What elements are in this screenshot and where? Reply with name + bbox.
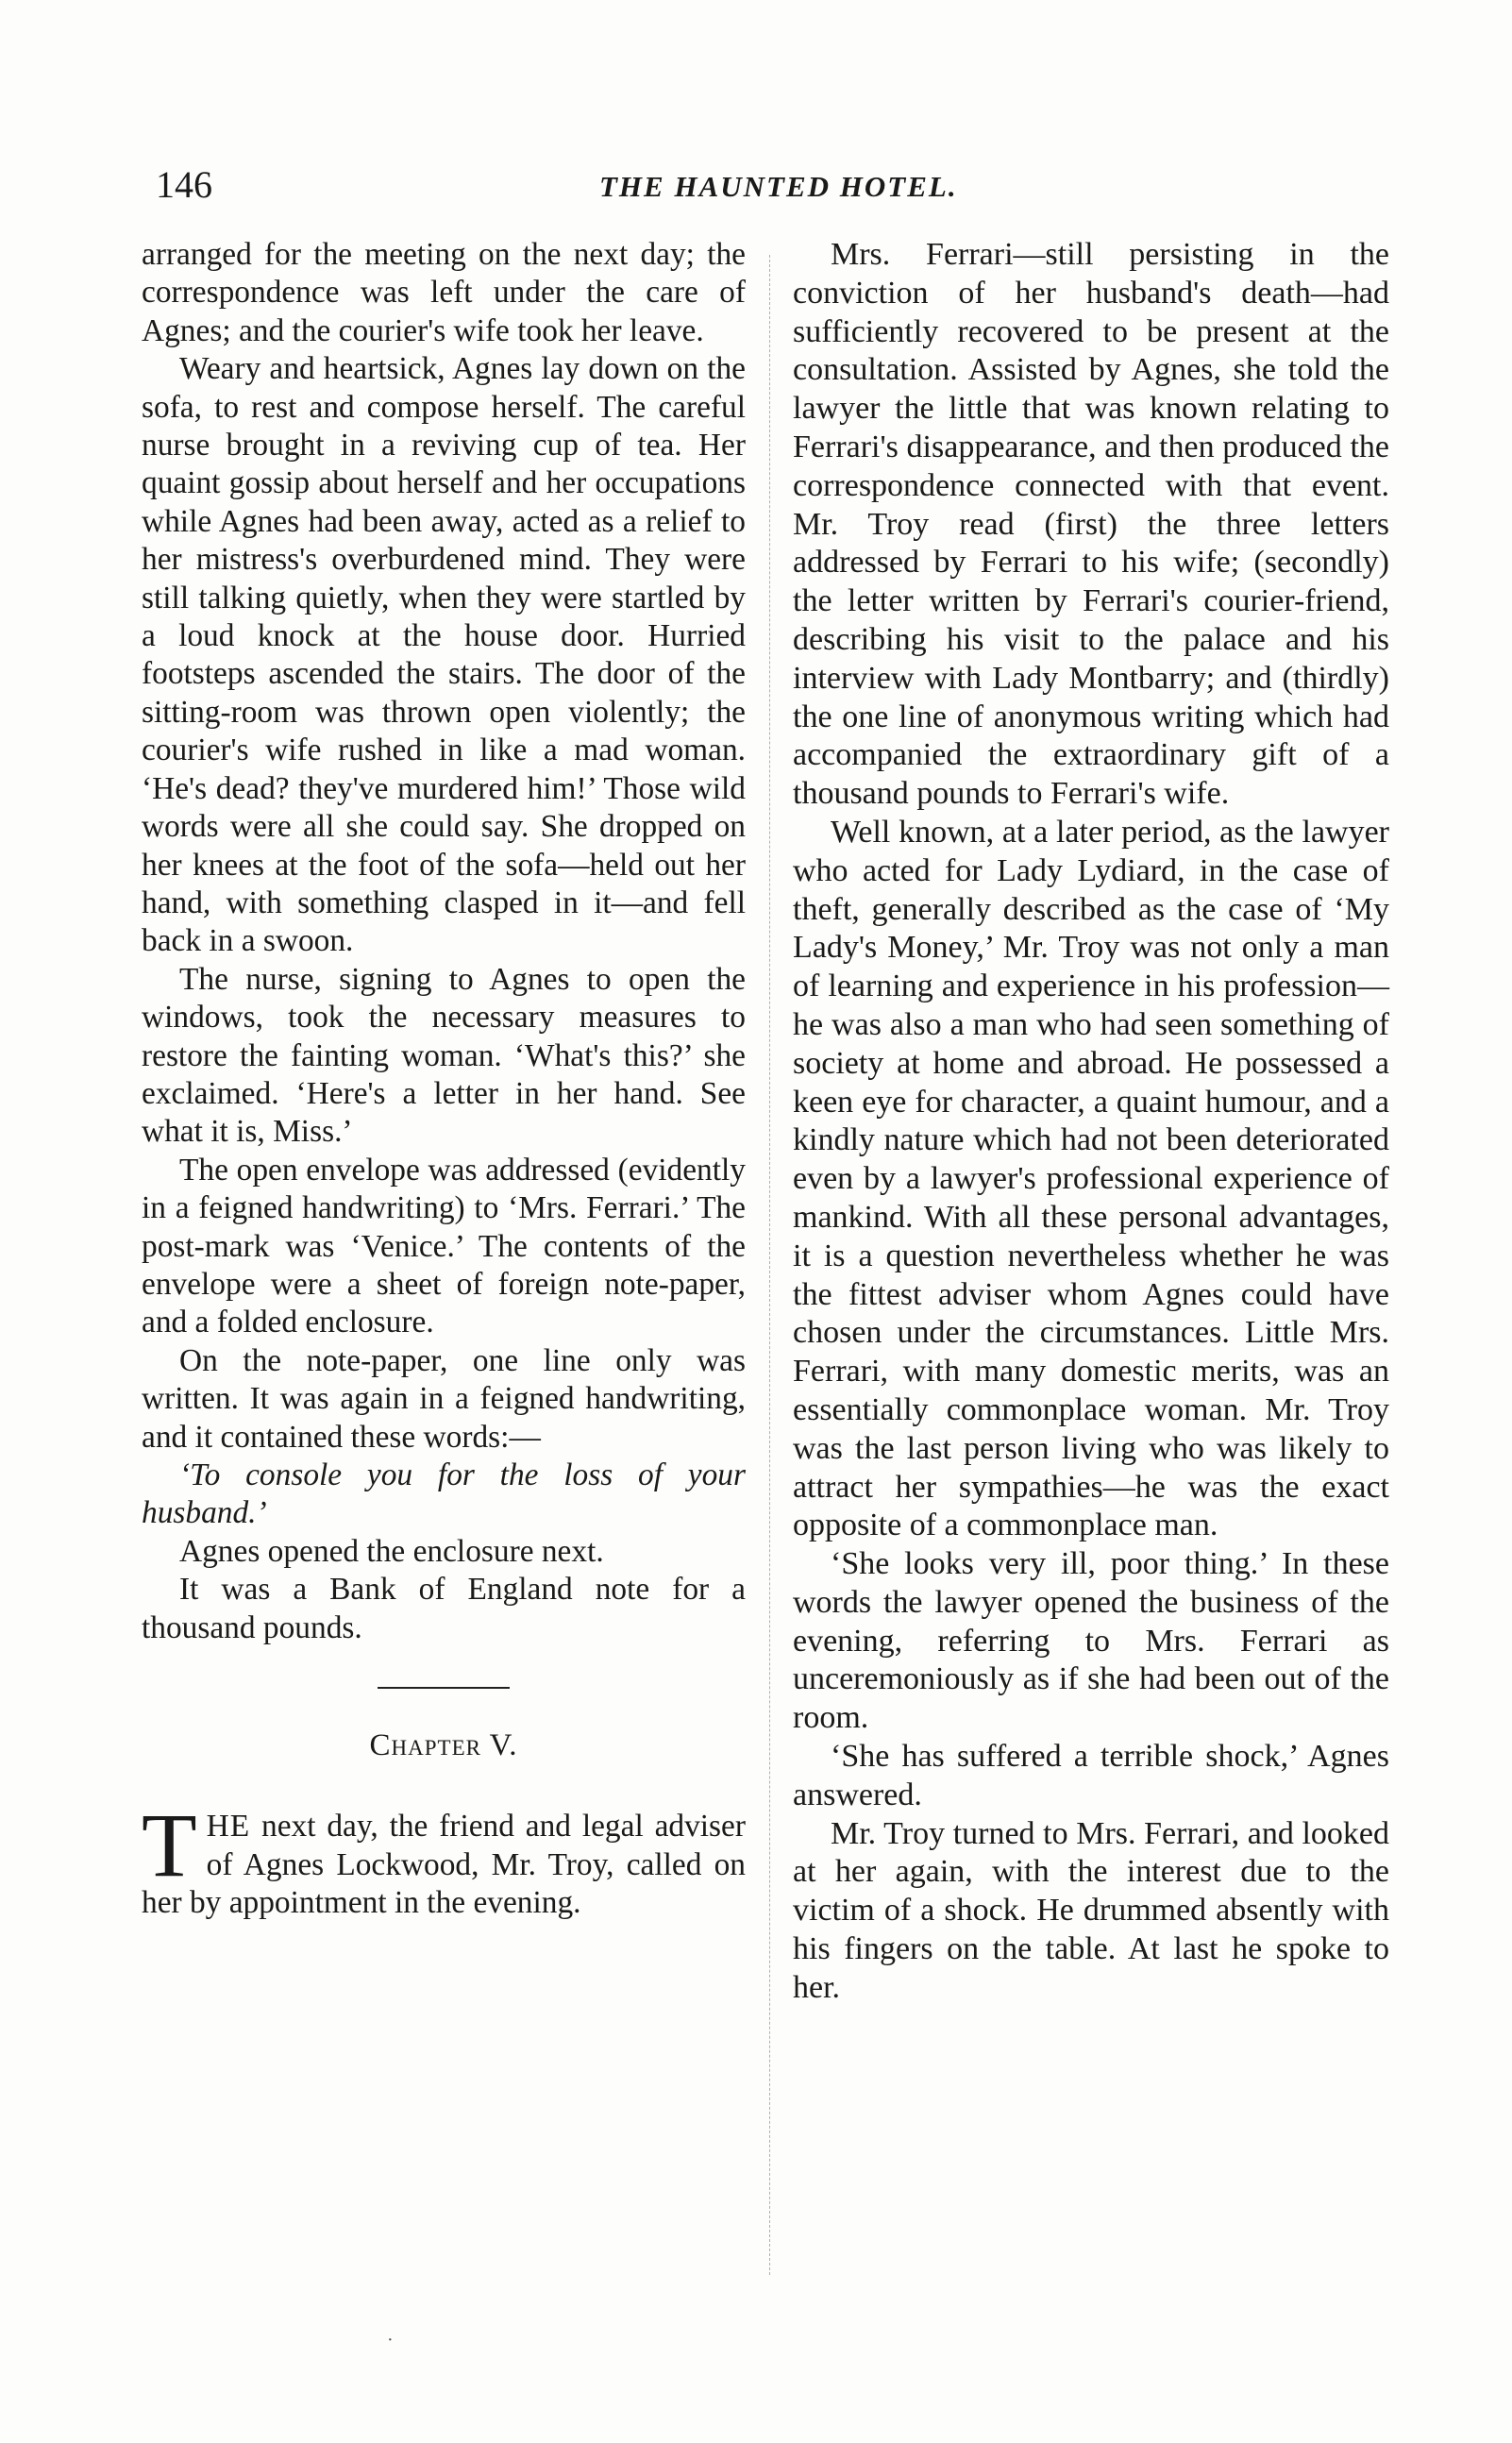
chapter-divider-rule xyxy=(378,1687,510,1689)
drop-cap: T xyxy=(142,1794,197,1896)
chapter-heading: Chapter V. xyxy=(369,1728,518,1763)
paragraph: It was a Bank of England note for a thousand pounds. xyxy=(142,1572,746,1645)
paragraph: Weary and heartsick, Agnes lay down on the sofa, to rest and compose herself. The careful nurse brought in a reviving cup of tea. Her quaint gossip about herself and her occupations while Agnes had been away, acted as a relief to her mistress's overburdened mind. They were still talking quietly, when they were startled by a loud knock at the house door. Hurried footsteps ascended the stairs. The door of the sitting-room was thrown open violently; the courier's wife rushed in like a mad woman. ‘He's dead? they've murdered him!’ Those wild words were all she could say. She dropped on her knees at the foot of the sofa—held out her hand, with something clasped in it—and fell back in a swoon. xyxy=(142,351,746,959)
running-title: THE HAUNTED HOTEL. xyxy=(599,170,958,203)
paragraph: Mrs. Ferrari—still persisting in the conviction of her husband's death—had sufficiently recovered to be present at the consultation. Assisted by Agnes, she told the lawyer the little that was known relating to Ferrari's disappearance, and then produced the correspondence connected with that event. Mr. Troy read (first) the three letters addressed by Ferrari to his wife; (secondly) the letter written by Ferrari's courier-friend, describing his visit to the palace and his interview with Lady Montbarry; and (thirdly) the one line of anonymous writing which had accompanied the extraordinary gift of a thousand pounds to Ferrari's wife. xyxy=(793,237,1389,812)
opening-text: next day, the friend and legal adviser of Agnes Lockwood, Mr. Troy, called on her by appointment in the evening. xyxy=(142,1809,746,1921)
left-column xyxy=(142,236,746,1923)
quoted-line: ‘To console you for the loss of your husband.’ xyxy=(142,1457,746,1531)
paragraph: The nurse, signing to Agnes to open the windows, took the necessary measures to restore the fainting woman. ‘What's this?’ she exclaimed. ‘Here's a letter in her hand. See what it is, Miss.’ xyxy=(142,961,746,1150)
running-head xyxy=(156,162,1383,210)
opening-word: HE xyxy=(206,1809,251,1845)
paragraph: Agnes opened the enclosure next. xyxy=(179,1533,604,1569)
print-speck: · xyxy=(387,2330,394,2350)
column-divider xyxy=(769,255,770,2275)
page-number: 146 xyxy=(156,163,212,206)
paragraph: Well known, at a later period, as the lawyer who acted for Lady Lydiard, in the case of theft, generally described as the case of ‘My Lady's Money,’ Mr. Troy was not only a man of learning and experience in his profession—he was also a man who had seen something of society at home and abroad. He possessed a keen eye for character, a quaint humour, and a kindly nature which had not been deteriorated even by a lawyer's professional experience of mankind. With all these personal advantages, it is a question nevertheless whether he was the fittest adviser whom Agnes could have chosen under the circumstances. Little Mrs. Ferrari, with many domestic merits, was an essentially commonplace woman. Mr. Troy was the last person living who was likely to attract her sympathies—he was the exact opposite of a commonplace man. xyxy=(793,814,1389,1543)
paragraph: The open envelope was addressed (evidently in a feigned handwriting) to ‘Mrs. Ferrari.’ The post-mark was ‘Venice.’ The contents of the envelope were a sheet of foreign note-paper, and a folded enclosure. xyxy=(142,1152,746,1340)
paragraph: ‘She looks very ill, poor thing.’ In these words the lawyer opened the business of the evening, referring to Mrs. Ferrari as unceremoniously as if she had been out of the room. xyxy=(793,1546,1389,1736)
chapter-opening-paragraph xyxy=(142,1794,746,1922)
right-column xyxy=(793,236,1389,2008)
paragraph: arranged for the meeting on the next day; the correspondence was left under the care of Agnes; and the courier's wife took her leave. xyxy=(142,237,746,348)
paragraph: On the note-paper, one line only was written. It was again in a feigned handwriting, and it contained these words:— xyxy=(142,1342,746,1455)
paragraph: ‘She has suffered a terrible shock,’ Agnes answered. xyxy=(793,1739,1389,1812)
paragraph: Mr. Troy turned to Mrs. Ferrari, and looked at her again, with the interest due to the victim of a shock. He drummed absently with his fingers on the table. At last he spoke to her. xyxy=(793,1815,1389,2005)
